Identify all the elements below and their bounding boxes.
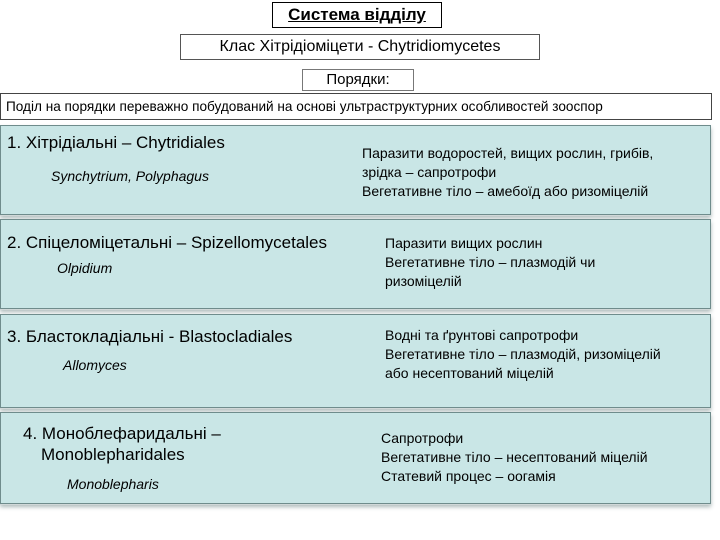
order-description xyxy=(362,144,653,201)
order-panel-blastocladiales xyxy=(0,314,711,408)
order-genera: Monoblepharis xyxy=(67,476,159,492)
description-line: ризоміцелій xyxy=(385,273,462,289)
order-title: 2. Спіцеломіцетальні – Spizellomycetales xyxy=(7,233,328,252)
order-description xyxy=(385,326,661,383)
description-line: Паразити вищих рослин xyxy=(385,235,543,251)
description-line: або несептований міцелій xyxy=(385,365,554,381)
order-genera: Allomyces xyxy=(63,357,127,373)
order-description xyxy=(381,429,648,486)
order-title xyxy=(23,423,221,465)
description-line: Паразити водоростей, вищих рослин, грибів, xyxy=(362,145,654,161)
description-line: Вегетативне тіло – плазмодій чи xyxy=(385,254,596,270)
order-title-line: 4. Моноблефаридальні – xyxy=(23,424,221,443)
description-line: Вегетативне тіло – несептований міцелій xyxy=(381,449,648,465)
description-line: Статевий процес – оогамія xyxy=(381,468,556,484)
order-genera: Olpidium xyxy=(57,260,113,276)
order-genera: Synchytrium, Polyphagus xyxy=(51,168,209,184)
order-title: 3. Бластокладіальні - Blastocladiales xyxy=(7,327,293,346)
order-panel-spizellomycetales xyxy=(0,219,711,309)
description-line: Водні та ґрунтові сапротрофи xyxy=(385,327,579,343)
description-line: Сапротрофи xyxy=(381,430,464,446)
order-panel-chytridiales xyxy=(0,125,711,215)
class-subtitle: Клас Хітрідіоміцети - Chytridiomycetes xyxy=(180,34,540,60)
order-title-line: Monoblepharidales xyxy=(41,445,185,464)
description-line: Вегетативне тіло – амебоїд або ризоміцелій xyxy=(362,183,649,199)
order-panel-monoblepharidales xyxy=(0,412,711,504)
order-description xyxy=(385,234,595,291)
intro-text: Поділ на порядки переважно побудований на основі ультраструктурних особливостей зооспор xyxy=(0,93,712,120)
description-line: Вегетативне тіло – плазмодій, ризоміцелій xyxy=(385,346,661,362)
orders-label: Порядки: xyxy=(302,69,414,91)
order-title: 1. Хітрідіальні – Chytridiales xyxy=(7,133,225,152)
slide-title: Система відділу xyxy=(272,2,442,28)
description-line: зрідка – сапротрофи xyxy=(362,164,497,180)
